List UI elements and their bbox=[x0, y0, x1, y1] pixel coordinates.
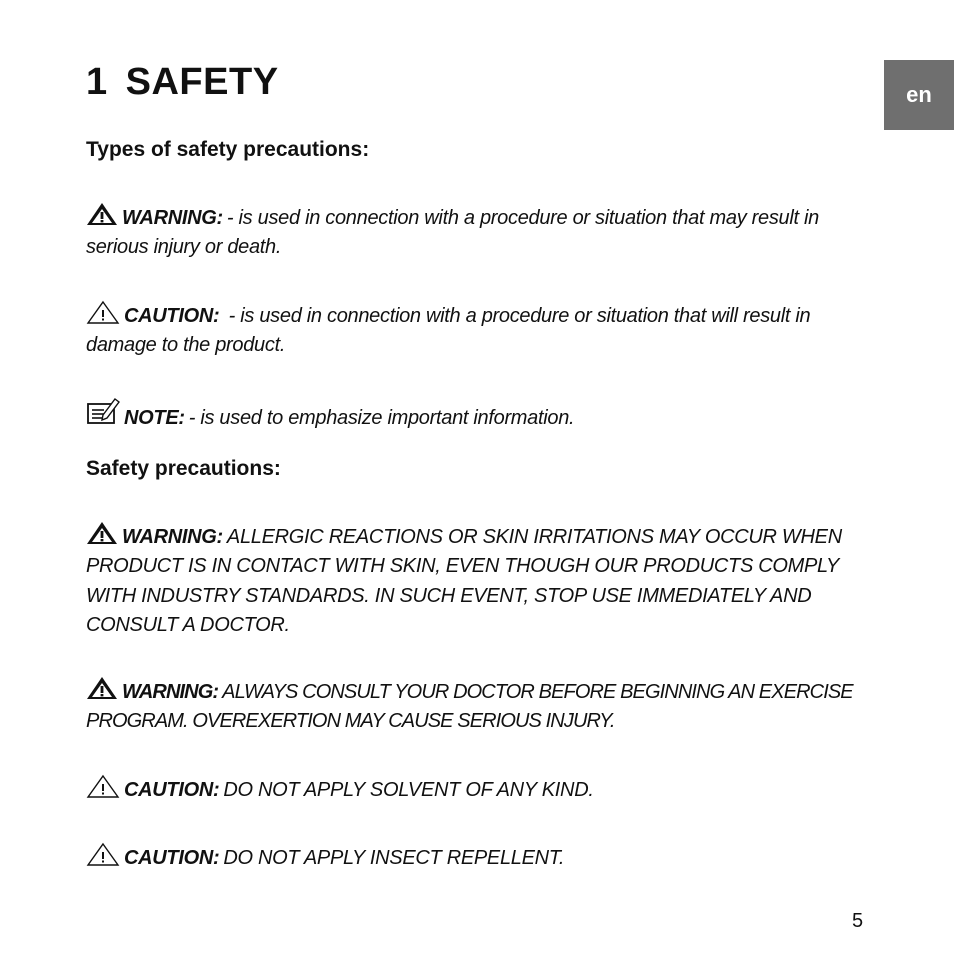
caution-definition: - is used in connection with a procedure or situation that will result in damage to the product. bbox=[86, 305, 811, 357]
warning-filled-triangle-icon bbox=[86, 202, 118, 226]
precaution-type-caution bbox=[86, 300, 868, 361]
note-pencil-icon bbox=[86, 398, 120, 426]
note-definition: - is used to emphasize important information. bbox=[188, 407, 575, 429]
precaution-item bbox=[86, 676, 868, 737]
caution-label: CAUTION: bbox=[124, 305, 220, 327]
precaution-text: DO NOT APPLY SOLVENT OF ANY KIND. bbox=[223, 779, 594, 801]
warning-definition: - is used in connection with a procedure or situation that may result in serious injury or death. bbox=[86, 207, 819, 259]
warning-label: WARNING: bbox=[122, 681, 219, 703]
note-label: NOTE: bbox=[124, 407, 185, 429]
section-number: 1 bbox=[86, 61, 108, 103]
page-number: 5 bbox=[852, 910, 864, 932]
language-tab: en bbox=[884, 60, 954, 130]
precautions-heading: Safety precautions: bbox=[86, 457, 281, 480]
warning-label: WARNING: bbox=[122, 526, 223, 548]
warning-filled-triangle-icon bbox=[86, 676, 118, 700]
types-heading: Types of safety precautions: bbox=[86, 138, 370, 161]
precaution-type-warning bbox=[86, 202, 868, 263]
caution-label: CAUTION: bbox=[124, 847, 220, 869]
caution-label: CAUTION: bbox=[124, 779, 220, 801]
precaution-item bbox=[86, 521, 868, 641]
precaution-text: ALLERGIC REACTIONS OR SKIN IRRITATIONS MAY OCCUR WHEN PRODUCT IS IN CONTACT WITH SKIN, EVEN THOUGH OUR PRODUCTS COMPLY WITH INDUSTRY STANDARDS. IN SUCH EVENT, STOP USE IMMEDIATELY AND CONSULT A DOCTOR. bbox=[86, 526, 842, 637]
precaution-type-note bbox=[86, 398, 868, 433]
section-title: SAFETY bbox=[125, 61, 279, 103]
caution-outline-triangle-icon bbox=[86, 842, 120, 866]
page-title bbox=[86, 60, 279, 104]
warning-label: WARNING: bbox=[122, 207, 223, 229]
caution-outline-triangle-icon bbox=[86, 774, 120, 798]
caution-outline-triangle-icon bbox=[86, 300, 120, 324]
precaution-item bbox=[86, 774, 868, 805]
precaution-text: ALWAYS CONSULT YOUR DOCTOR BEFORE BEGINNING AN EXERCISE PROGRAM. OVEREXERTION MAY CAUSE SERIOUS INJURY. bbox=[86, 681, 853, 733]
precaution-item bbox=[86, 842, 868, 873]
precaution-text: DO NOT APPLY INSECT REPELLENT. bbox=[223, 847, 565, 869]
warning-filled-triangle-icon bbox=[86, 521, 118, 545]
